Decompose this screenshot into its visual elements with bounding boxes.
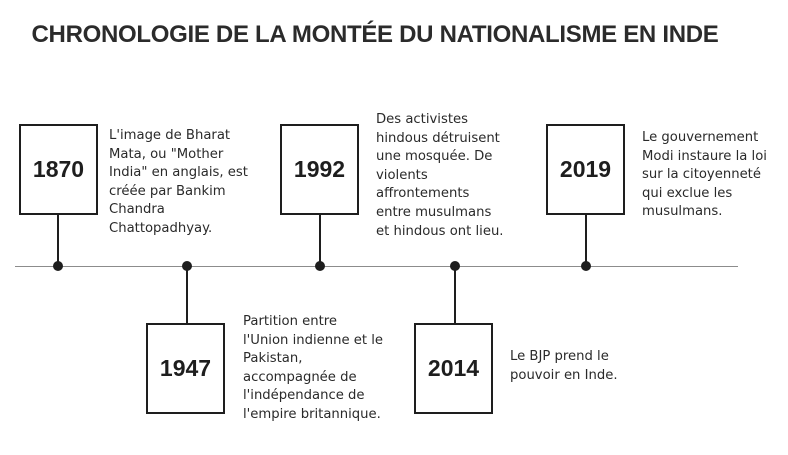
year-box-2014: 2014 xyxy=(414,323,493,414)
timeline-marker-1947 xyxy=(182,261,192,271)
page-title: CHRONOLOGIE DE LA MONTÉE DU NATIONALISME EN INDE xyxy=(31,21,719,48)
event-description-2014: Le BJP prend le pouvoir en Inde. xyxy=(510,349,618,383)
timeline-stem-1870 xyxy=(57,213,59,265)
event-description-1947: Partition entre l'Union indienne et le Pakistan, accompagnée de l'indépendance de l'empire britannique. xyxy=(243,314,384,422)
timeline-stem-2014 xyxy=(454,267,456,324)
event-description-1992: Des activistes hindous détruisent une mosquée. De violents affrontements entre musulmans et hindous ont lieu. xyxy=(376,112,504,239)
timeline-stem-1992 xyxy=(319,213,321,265)
timeline-axis xyxy=(15,266,738,267)
timeline-marker-2014 xyxy=(450,261,460,271)
year-box-2019: 2019 xyxy=(546,124,625,215)
year-box-1947: 1947 xyxy=(146,323,225,414)
year-box-1992: 1992 xyxy=(280,124,359,215)
year-box-1870: 1870 xyxy=(19,124,98,215)
timeline-marker-2019 xyxy=(581,261,591,271)
timeline-stem-1947 xyxy=(186,267,188,324)
event-description-1870: L'image de Bharat Mata, ou "Mother India" en anglais, est créée par Bankim Chandra Chattopadhyay. xyxy=(109,128,248,236)
event-description-2019: Le gouvernement Modi instaure la loi sur la citoyenneté qui exclue les musulmans. xyxy=(642,130,767,220)
timeline-marker-1870 xyxy=(53,261,63,271)
timeline-stem-2019 xyxy=(585,213,587,265)
timeline-marker-1992 xyxy=(315,261,325,271)
